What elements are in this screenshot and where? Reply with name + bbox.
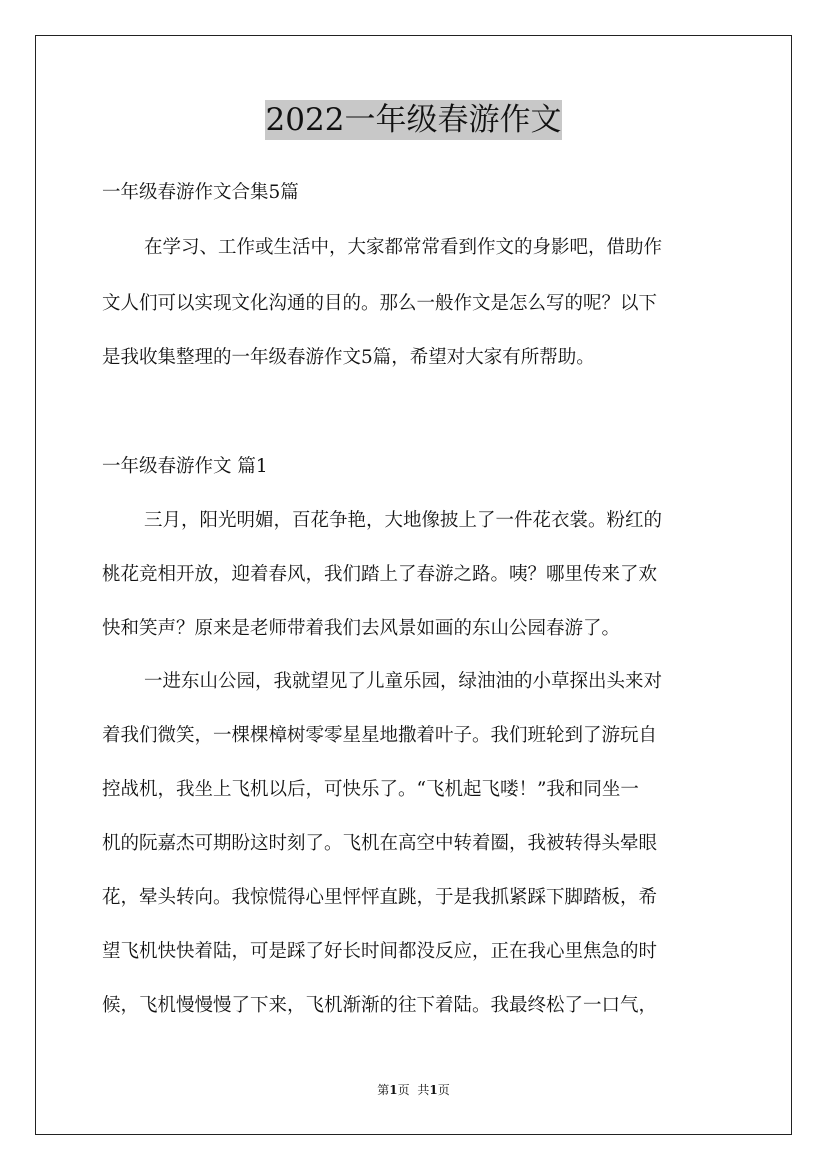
paragraph-line: 控战机，我坐上飞机以后，可快乐了。“飞机起飞喽！”我和同坐一 xyxy=(102,779,639,800)
section-heading: 一年级春游作文 篇1 xyxy=(102,456,268,477)
page-footer xyxy=(0,1082,827,1098)
total-prefix: 共 xyxy=(417,1083,430,1097)
paragraph-line: 着我们微笑，一棵棵樟树零零星星地撒着叶子。我们班轮到了游玩自 xyxy=(102,725,658,746)
paragraph-line: 快和笑声？原来是老师带着我们去风景如画的东山公园春游了。 xyxy=(102,618,621,639)
paragraph-line: 望飞机快快着陆，可是踩了好长时间都没反应，正在我心里焦急的时 xyxy=(102,941,658,962)
page-suffix: 页 xyxy=(397,1083,410,1097)
total-suffix: 页 xyxy=(437,1083,450,1097)
paragraph-line: 桃花竞相开放，迎着春风，我们踏上了春游之路。咦？哪里传来了欢 xyxy=(102,564,658,585)
page-prefix: 第 xyxy=(377,1083,390,1097)
paragraph-line: 机的阮嘉杰可期盼这时刻了。飞机在高空中转着圈，我被转得头晕眼 xyxy=(102,833,658,854)
intro-line: 是我收集整理的一年级春游作文5篇，希望对大家有所帮助。 xyxy=(102,347,595,368)
page-number: 1 xyxy=(389,1083,398,1097)
document-subtitle: 一年级春游作文合集5篇 xyxy=(102,182,299,203)
paragraph-line: 三月，阳光明媚，百花争艳，大地像披上了一件花衣裳。粉红的 xyxy=(144,510,663,531)
intro-line: 在学习、工作或生活中，大家都常常看到作文的身影吧，借助作 xyxy=(144,237,663,258)
title-container xyxy=(0,100,827,140)
paragraph-line: 一进东山公园，我就望见了儿童乐园，绿油油的小草探出头来对 xyxy=(144,671,663,692)
intro-line: 文人们可以实现文化沟通的目的。那么一般作文是怎么写的呢？以下 xyxy=(102,293,658,314)
total-pages: 1 xyxy=(429,1083,438,1097)
paragraph-line: 候，飞机慢慢慢了下来，飞机渐渐的往下着陆。我最终松了一口气， xyxy=(102,995,658,1016)
document-title: 2022一年级春游作文 xyxy=(265,102,562,138)
paragraph-line: 花，晕头转向。我惊慌得心里怦怦直跳，于是我抓紧踩下脚踏板，希 xyxy=(102,887,658,908)
